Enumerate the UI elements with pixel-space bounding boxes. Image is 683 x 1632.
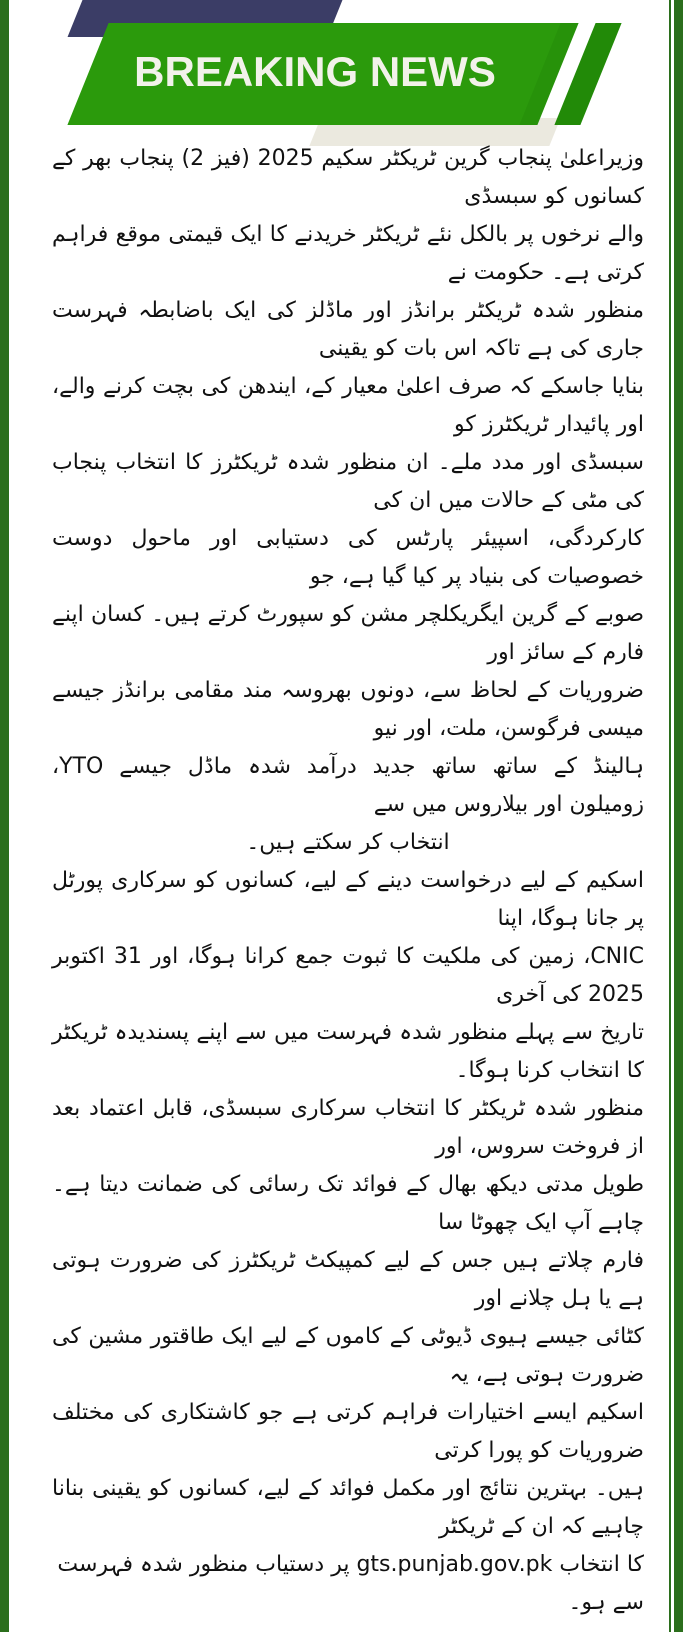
article-line: طویل مدتی دیکھ بھال کے فوائد تک رسائی کی ضمانت دیتا ہے۔ چاہے آپ ایک چھوٹا سا: [52, 1172, 644, 1235]
article-line: اسکیم کے لیے درخواست دینے کے لیے، کسانوں کو سرکاری پورٹل پر جانا ہوگا، اپنا: [52, 868, 644, 931]
article-line: انتخاب کر سکتے ہیں۔: [246, 830, 450, 855]
article-line: اسکیم ایسے اختیارات فراہم کرتی ہے جو کاشتکاری کی مختلف ضروریات کو پورا کرتی: [52, 1400, 644, 1463]
article-line: کٹائی جیسے ہیوی ڈیوٹی کے کاموں کے لیے ایک طاقتور مشین کی ضرورت ہوتی ہے، یہ: [52, 1324, 644, 1387]
article-line: والے نرخوں پر بالکل نئے ٹریکٹر خریدنے کا ایک قیمتی موقع فراہم کرتی ہے۔ حکومت نے: [52, 222, 644, 285]
article-line: تاریخ سے پہلے منظور شدہ فہرست میں سے اپنے پسندیدہ ٹریکٹر کا انتخاب کرنا ہوگا۔: [52, 1020, 644, 1083]
article-line: کا انتخاب gts.punjab.gov.pk پر دستیاب منظور شدہ فہرست سے ہو۔: [57, 1552, 644, 1615]
article-body: [52, 0, 644, 1632]
banner-headline: BREAKING NEWS: [134, 48, 496, 95]
right-frame-border: [669, 0, 683, 1632]
article-line: بنایا جاسکے کہ صرف اعلیٰ معیار کے، ایندھن کی بچت کرنے والے، اور پائیدار ٹریکٹرز کو: [52, 374, 644, 437]
article-line: سبسڈی اور مدد ملے۔ ان منظور شدہ ٹریکٹرز کا انتخاب پنجاب کی مٹی کے حالات میں ان کی: [52, 450, 644, 513]
article-line: منظور شدہ ٹریکٹر برانڈز اور ماڈلز کی ایک باضابطہ فہرست جاری کی ہے تاکہ اس بات کو یقینی: [52, 298, 644, 361]
article-line: CNIC، زمین کی ملکیت کا ثبوت جمع کرانا ہوگا، اور 31 اکتوبر 2025 کی آخری: [52, 944, 644, 1007]
article-line: وزیراعلیٰ پنجاب گرین ٹریکٹر سکیم 2025 (فیز 2) پنجاب بھر کے کسانوں کو سبسڈی: [52, 146, 644, 209]
article-line: کارکردگی، اسپیئر پارٹس کی دستیابی اور ماحول دوست خصوصیات کی بنیاد پر کیا گیا ہے، جو: [52, 526, 644, 589]
article-line: ہالینڈ کے ساتھ ساتھ جدید درآمد شدہ ماڈل جیسے YTO، زومیلون اور بیلاروس میں سے: [52, 754, 644, 817]
article-line: فارم چلاتے ہیں جس کے لیے کمپیکٹ ٹریکٹرز کی ضرورت ہوتی ہے یا ہل چلانے اور: [52, 1248, 644, 1311]
article-line: ہیں۔ بہترین نتائج اور مکمل فوائد کے لیے، کسانوں کو یقینی بنانا چاہیے کہ ان کے ٹریکٹر: [52, 1476, 644, 1539]
left-frame-border: [0, 0, 9, 1632]
article-line: منظور شدہ ٹریکٹر کا انتخاب سرکاری سبسڈی، قابل اعتماد بعد از فروخت سروس، اور: [52, 1096, 644, 1159]
article-line: ضروریات کے لحاظ سے، دونوں بھروسہ مند مقامی برانڈز جیسے میسی فرگوسن، ملت، اور نیو: [52, 678, 644, 741]
article-line: صوبے کے گرین ایگریکلچر مشن کو سپورٹ کرتے ہیں۔ کسان اپنے فارم کے سائز اور: [52, 602, 644, 665]
